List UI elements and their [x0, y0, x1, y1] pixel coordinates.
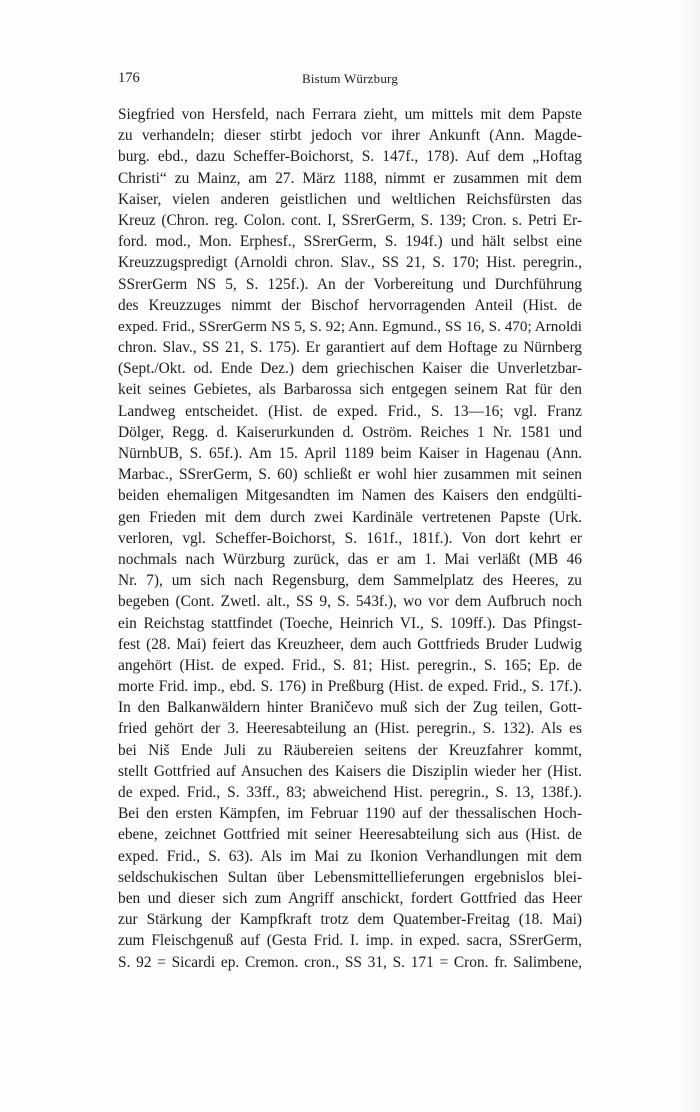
text-line: zum Fleischgenuß auf (Gesta Frid. I. imp. in exped. sacra, SSrerGerm, — [118, 932, 582, 950]
text-line: Nr. 7), um sich nach Regensburg, dem Sammelplatz des Heeres, zu — [118, 572, 582, 590]
text-line: angehört (Hist. de exped. Frid., S. 81; Hist. peregrin., S. 165; Ep. de — [118, 656, 582, 674]
text-line: ein Reichstag stattfindet (Toeche, Heinrich VI., S. 109ff.). Das Pfingst- — [118, 614, 582, 632]
text-line: bei Niš Ende Juli zu Räubereien seitens der Kreuzfahrer kommt, — [118, 741, 582, 759]
text-line: zur Stärkung der Kampfkraft trotz dem Quatember-Freitag (18. Mai) — [118, 911, 582, 929]
text-line: Bei den ersten Kämpfen, im Februar 1190 auf der thessalischen Hoch- — [118, 805, 582, 823]
text-line: chron. Slav., SS 21, S. 175). Er garantiert auf dem Hoftage zu Nürnberg — [118, 339, 582, 357]
page-number: 176 — [118, 70, 140, 86]
text-line: Kreuz (Chron. reg. Colon. cont. I, SSrerGerm, S. 139; Cron. s. Petri Er- — [118, 211, 582, 229]
text-line: keit seines Gebietes, als Barbarossa sich entgegen seinem Rat für den — [118, 381, 582, 399]
text-line: des Kreuzzuges nimmt der Bischof hervorragenden Anteil (Hist. de — [118, 296, 582, 314]
text-line: nochmals nach Würzburg zurück, das er am 1. Mai verläßt (MB 46 — [118, 550, 582, 568]
text-line: Siegfried von Hersfeld, nach Ferrara zieht, um mittels mit dem Papste — [118, 106, 582, 123]
text-line: exped. Frid., S. 63). Als im Mai zu Ikonion Verhandlungen mit dem — [118, 847, 582, 865]
running-head: Bistum Würzburg — [301, 71, 399, 86]
text-line: S. 92 = Sicardi ep. Cremon. cron., SS 31, S. 171 = Cron. fr. Salimbene, — [118, 953, 582, 971]
text-line: Marbac., SSrerGerm, S. 60) schließt er wohl hier zusammen mit seinen — [118, 466, 582, 484]
text-line: NürnbUB, S. 65f.). Am 15. April 1189 beim Kaiser in Hagenau (Ann. — [118, 445, 582, 462]
text-line: Christi“ zu Mainz, am 27. März 1188, nimmt er zusammen mit dem — [118, 169, 582, 187]
body-text — [118, 104, 582, 973]
text-line: Kreuzzugspredigt (Arnoldi chron. Slav., SS 21, S. 170; Hist. peregrin., — [118, 254, 582, 272]
text-line: Dölger, Regg. d. Kaiserurkunden d. Oström. Reiches 1 Nr. 1581 und — [118, 423, 582, 441]
text-line: Kaiser, vielen anderen geistlichen und weltlichen Reichsfürsten das — [118, 190, 582, 208]
text-line: begeben (Cont. Zwetl. alt., SS 9, S. 543f.), wo vor dem Aufbruch noch — [118, 593, 582, 611]
text-line: fest (28. Mai) feiert das Kreuzheer, dem auch Gottfrieds Bruder Ludwig — [118, 635, 582, 653]
text-line: beiden ehemaligen Mitgesandten im Namen des Kaisers den endgülti- — [118, 487, 582, 505]
text-line: seldschukischen Sultan über Lebensmittellieferungen ergebnislos blei- — [118, 868, 582, 886]
text-line: verloren, vgl. Scheffer-Boichorst, S. 161f., 181f.). Von dort kehrt er — [118, 529, 582, 547]
text-line: SSrerGerm NS 5, S. 125f.). An der Vorbereitung und Durchführung — [118, 275, 582, 293]
text-line: stellt Gottfried auf Ansuchen des Kaisers die Disziplin wieder her (Hist. — [118, 762, 582, 780]
text-line: ford. mod., Mon. Erphesf., SSrerGerm, S. 194f.) und hält selbst eine — [118, 233, 582, 251]
text-line: (Sept./Okt. od. Ende Dez.) dem griechischen Kaiser die Unverletzbar- — [118, 360, 582, 378]
text-line: gen Frieden mit dem durch zwei Kardinäle vertretenen Papste (Urk. — [118, 508, 582, 526]
text-line: exped. Frid., SSrerGerm NS 5, S. 92; Ann. Egmund., SS 16, S. 470; Arnoldi — [118, 317, 582, 335]
text-line: ebene, zeichnet Gottfried mit seiner Heeresabteilung sich aus (Hist. de — [118, 826, 582, 844]
text-line: morte Frid. imp., ebd. S. 176) in Preßburg (Hist. de exped. Frid., S. 17f.). — [118, 678, 582, 696]
text-line: burg. ebd., dazu Scheffer-Boichorst, S. 147f., 178). Auf dem „Hoftag — [118, 148, 582, 166]
text-line: ben und dieser sich zum Angriff anschickt, fordert Gottfried das Heer — [118, 889, 582, 907]
text-line: In den Balkanwäldern hinter Braničevo muß sich der Zug teilen, Gott- — [118, 699, 582, 717]
text-line: fried gehört der 3. Heeresabteilung an (Hist. peregrin., S. 132). Als es — [118, 720, 582, 738]
page-header — [116, 70, 584, 92]
text-line: Landweg entscheidet. (Hist. de exped. Frid., S. 13—16; vgl. Franz — [118, 402, 582, 420]
text-line: de exped. Frid., S. 33ff., 83; abweichend Hist. peregrin., S. 13, 138f.). — [118, 784, 582, 801]
page-edge-shadow — [678, 0, 700, 1112]
text-line: zu verhandeln; dieser stirbt jedoch vor ihrer Ankunft (Ann. Magde- — [118, 127, 582, 145]
